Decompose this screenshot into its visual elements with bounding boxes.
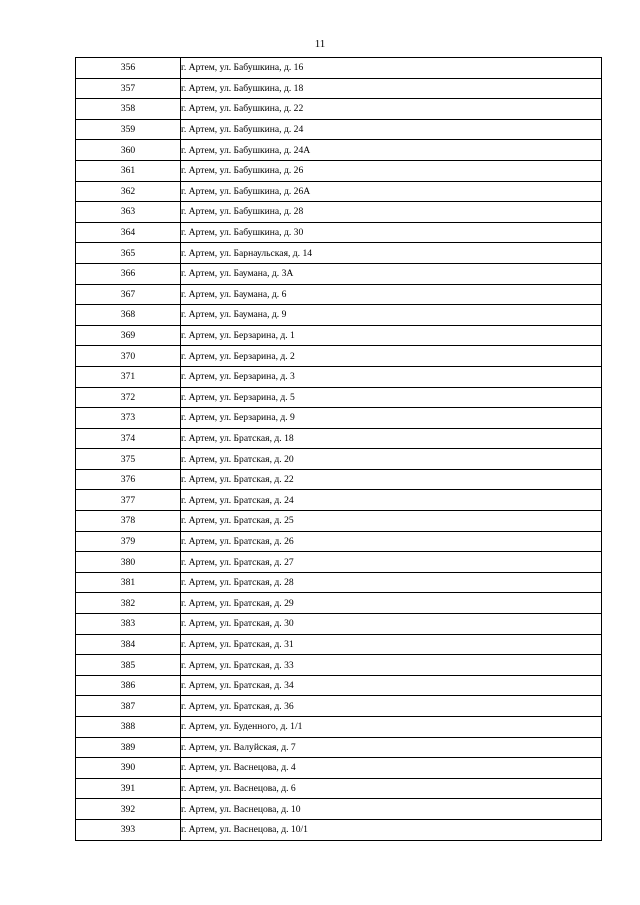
row-number-cell: 383 bbox=[76, 614, 181, 635]
row-number-cell: 377 bbox=[76, 490, 181, 511]
address-cell: г. Артем, ул. Валуйская, д. 7 bbox=[181, 737, 602, 758]
table-row bbox=[76, 614, 602, 635]
address-table bbox=[75, 57, 602, 841]
row-number-cell: 391 bbox=[76, 778, 181, 799]
table-row bbox=[76, 366, 602, 387]
row-number-cell: 369 bbox=[76, 325, 181, 346]
table-row bbox=[76, 160, 602, 181]
address-cell: г. Артем, ул. Братская, д. 34 bbox=[181, 675, 602, 696]
row-number-cell: 367 bbox=[76, 284, 181, 305]
table-row bbox=[76, 78, 602, 99]
table-row bbox=[76, 202, 602, 223]
table-row bbox=[76, 284, 602, 305]
table-row bbox=[76, 490, 602, 511]
address-cell: г. Артем, ул. Бабушкина, д. 30 bbox=[181, 222, 602, 243]
table-row bbox=[76, 222, 602, 243]
table-row bbox=[76, 305, 602, 326]
row-number-cell: 359 bbox=[76, 119, 181, 140]
table-row bbox=[76, 778, 602, 799]
table-row bbox=[76, 696, 602, 717]
table-row bbox=[76, 181, 602, 202]
address-table-body bbox=[76, 58, 602, 841]
row-number-cell: 376 bbox=[76, 469, 181, 490]
address-cell: г. Артем, ул. Васнецова, д. 10 bbox=[181, 799, 602, 820]
row-number-cell: 374 bbox=[76, 428, 181, 449]
row-number-cell: 375 bbox=[76, 449, 181, 470]
address-cell: г. Артем, ул. Берзарина, д. 9 bbox=[181, 408, 602, 429]
row-number-cell: 371 bbox=[76, 366, 181, 387]
table-row bbox=[76, 99, 602, 120]
table-row bbox=[76, 408, 602, 429]
address-cell: г. Артем, ул. Буденного, д. 1/1 bbox=[181, 717, 602, 738]
address-cell: г. Артем, ул. Братская, д. 36 bbox=[181, 696, 602, 717]
address-cell: г. Артем, ул. Васнецова, д. 4 bbox=[181, 758, 602, 779]
address-cell: г. Артем, ул. Бабушкина, д. 26А bbox=[181, 181, 602, 202]
table-row bbox=[76, 428, 602, 449]
address-cell: г. Артем, ул. Бабушкина, д. 18 bbox=[181, 78, 602, 99]
row-number-cell: 358 bbox=[76, 99, 181, 120]
table-row bbox=[76, 572, 602, 593]
address-cell: г. Артем, ул. Братская, д. 22 bbox=[181, 469, 602, 490]
row-number-cell: 378 bbox=[76, 511, 181, 532]
page-number: 11 bbox=[314, 38, 326, 50]
address-cell: г. Артем, ул. Братская, д. 27 bbox=[181, 552, 602, 573]
table-row bbox=[76, 531, 602, 552]
address-cell: г. Артем, ул. Бабушкина, д. 24 bbox=[181, 119, 602, 140]
row-number-cell: 385 bbox=[76, 655, 181, 676]
address-cell: г. Артем, ул. Братская, д. 25 bbox=[181, 511, 602, 532]
row-number-cell: 372 bbox=[76, 387, 181, 408]
row-number-cell: 382 bbox=[76, 593, 181, 614]
row-number-cell: 389 bbox=[76, 737, 181, 758]
address-cell: г. Артем, ул. Бабушкина, д. 26 bbox=[181, 160, 602, 181]
row-number-cell: 365 bbox=[76, 243, 181, 264]
row-number-cell: 379 bbox=[76, 531, 181, 552]
row-number-cell: 368 bbox=[76, 305, 181, 326]
row-number-cell: 361 bbox=[76, 160, 181, 181]
table-row bbox=[76, 469, 602, 490]
table-row bbox=[76, 799, 602, 820]
row-number-cell: 381 bbox=[76, 572, 181, 593]
address-cell: г. Артем, ул. Бабушкина, д. 22 bbox=[181, 99, 602, 120]
row-number-cell: 370 bbox=[76, 346, 181, 367]
row-number-cell: 363 bbox=[76, 202, 181, 223]
row-number-cell: 393 bbox=[76, 819, 181, 840]
row-number-cell: 392 bbox=[76, 799, 181, 820]
table-row bbox=[76, 717, 602, 738]
address-cell: г. Артем, ул. Васнецова, д. 6 bbox=[181, 778, 602, 799]
table-row bbox=[76, 387, 602, 408]
row-number-cell: 362 bbox=[76, 181, 181, 202]
address-cell: г. Артем, ул. Братская, д. 26 bbox=[181, 531, 602, 552]
table-row bbox=[76, 758, 602, 779]
table-row bbox=[76, 243, 602, 264]
table-row bbox=[76, 655, 602, 676]
table-row bbox=[76, 140, 602, 161]
address-cell: г. Артем, ул. Братская, д. 30 bbox=[181, 614, 602, 635]
address-cell: г. Артем, ул. Братская, д. 18 bbox=[181, 428, 602, 449]
address-cell: г. Артем, ул. Баумана, д. 6 bbox=[181, 284, 602, 305]
row-number-cell: 380 bbox=[76, 552, 181, 573]
table-row bbox=[76, 593, 602, 614]
row-number-cell: 357 bbox=[76, 78, 181, 99]
row-number-cell: 384 bbox=[76, 634, 181, 655]
row-number-cell: 386 bbox=[76, 675, 181, 696]
address-cell: г. Артем, ул. Барнаульская, д. 14 bbox=[181, 243, 602, 264]
row-number-cell: 387 bbox=[76, 696, 181, 717]
row-number-cell: 356 bbox=[76, 58, 181, 79]
address-cell: г. Артем, ул. Бабушкина, д. 28 bbox=[181, 202, 602, 223]
table-row bbox=[76, 346, 602, 367]
table-row bbox=[76, 737, 602, 758]
address-cell: г. Артем, ул. Бабушкина, д. 16 bbox=[181, 58, 602, 79]
address-cell: г. Артем, ул. Берзарина, д. 5 bbox=[181, 387, 602, 408]
row-number-cell: 390 bbox=[76, 758, 181, 779]
table-row bbox=[76, 58, 602, 79]
address-cell: г. Артем, ул. Баумана, д. 9 bbox=[181, 305, 602, 326]
address-cell: г. Артем, ул. Братская, д. 33 bbox=[181, 655, 602, 676]
address-cell: г. Артем, ул. Баумана, д. 3А bbox=[181, 263, 602, 284]
address-cell: г. Артем, ул. Братская, д. 28 bbox=[181, 572, 602, 593]
table-row bbox=[76, 263, 602, 284]
row-number-cell: 373 bbox=[76, 408, 181, 429]
table-row bbox=[76, 511, 602, 532]
address-cell: г. Артем, ул. Васнецова, д. 10/1 bbox=[181, 819, 602, 840]
row-number-cell: 366 bbox=[76, 263, 181, 284]
row-number-cell: 360 bbox=[76, 140, 181, 161]
address-cell: г. Артем, ул. Берзарина, д. 2 bbox=[181, 346, 602, 367]
table-row bbox=[76, 819, 602, 840]
address-cell: г. Артем, ул. Берзарина, д. 1 bbox=[181, 325, 602, 346]
table-row bbox=[76, 552, 602, 573]
table-row bbox=[76, 449, 602, 470]
table-row bbox=[76, 325, 602, 346]
row-number-cell: 388 bbox=[76, 717, 181, 738]
address-cell: г. Артем, ул. Берзарина, д. 3 bbox=[181, 366, 602, 387]
address-cell: г. Артем, ул. Братская, д. 20 bbox=[181, 449, 602, 470]
table-row bbox=[76, 634, 602, 655]
address-cell: г. Артем, ул. Бабушкина, д. 24А bbox=[181, 140, 602, 161]
table-row bbox=[76, 119, 602, 140]
table-row bbox=[76, 675, 602, 696]
address-cell: г. Артем, ул. Братская, д. 24 bbox=[181, 490, 602, 511]
address-cell: г. Артем, ул. Братская, д. 29 bbox=[181, 593, 602, 614]
row-number-cell: 364 bbox=[76, 222, 181, 243]
address-cell: г. Артем, ул. Братская, д. 31 bbox=[181, 634, 602, 655]
